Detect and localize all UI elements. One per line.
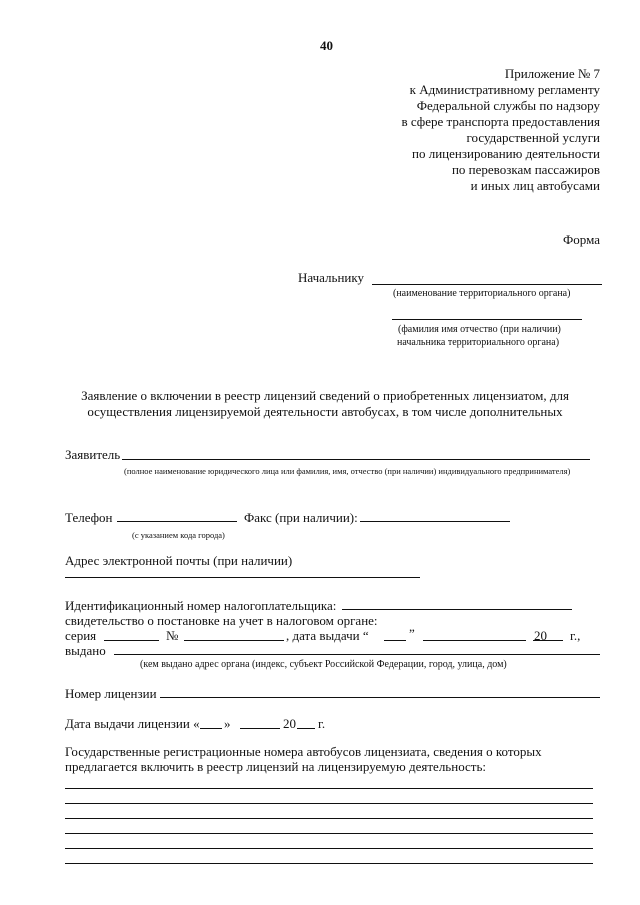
inn-label: Идентификационный номер налогоплательщика: (65, 598, 337, 613)
form-label: Форма (563, 232, 600, 247)
license-month-field[interactable] (240, 728, 280, 729)
year-suffix: г., (570, 628, 581, 643)
quote-close: ” (409, 626, 415, 641)
bus-numbers-line[interactable] (65, 803, 593, 804)
addressee-organ-hint: (наименование территориального органа) (393, 288, 571, 299)
appendix-line: по лицензированию деятельности (412, 146, 600, 161)
appendix-block (401, 66, 600, 194)
buses-text-line: Государственные регистрационные номера автобусов лицензиата, сведения о которых (65, 744, 542, 759)
fax-label: Факс (при наличии): (244, 510, 358, 525)
applicant-field[interactable] (122, 459, 590, 460)
issued-by-hint: (кем выдано адрес органа (индекс, субъект Российской Федерации, город, улица, дом) (140, 659, 507, 670)
series-field[interactable] (104, 640, 159, 641)
series-label: серия (65, 628, 97, 643)
issued-by-label: выдано (65, 643, 106, 658)
issue-year-field[interactable] (533, 640, 563, 641)
bus-numbers-line[interactable] (65, 848, 593, 849)
appendix-line: Федеральной службы по надзору (416, 98, 600, 113)
license-year-prefix: 20 (283, 716, 296, 731)
title-line: осуществления лицензируемой деятельности автобусах, в том числе дополнительных (87, 404, 563, 419)
document-title (40, 388, 610, 420)
bus-numbers-line[interactable] (65, 788, 593, 789)
appendix-line: Приложение № 7 (504, 66, 600, 81)
addressee-name-hint: (фамилия имя отчество (при наличии) (398, 324, 561, 335)
fax-field[interactable] (360, 521, 510, 522)
applicant-label: Заявитель (65, 447, 121, 462)
appendix-line: в сфере транспорта предоставления (401, 114, 600, 129)
addressee-label: Начальнику (298, 270, 365, 285)
inn-field[interactable] (342, 609, 572, 610)
license-date-mid: » (224, 716, 231, 731)
applicant-hint: (полное наименование юридического лица или фамилия, имя, отчество (при наличии) индивидуального предпринимателя) (124, 466, 571, 476)
license-year-suffix: г. (318, 716, 326, 731)
issued-by-field[interactable] (114, 654, 600, 655)
phone-field[interactable] (117, 521, 237, 522)
appendix-line: к Административному регламенту (409, 82, 600, 97)
bus-numbers-line[interactable] (65, 818, 593, 819)
issue-date-label: , дата выдачи “ (286, 628, 369, 643)
phone-label: Телефон (65, 510, 113, 525)
license-number-label: Номер лицензии (65, 686, 157, 701)
bus-numbers-line[interactable] (65, 833, 593, 834)
page-number: 40 (320, 38, 333, 53)
email-label: Адрес электронной почты (при наличии) (65, 553, 293, 568)
appendix-line: государственной услуги (466, 130, 600, 145)
number-label: № (166, 628, 179, 643)
year-prefix: 20 (534, 628, 547, 643)
license-year-field[interactable] (297, 728, 315, 729)
appendix-line: по перевозкам пассажиров (451, 162, 600, 177)
email-field[interactable] (65, 577, 420, 578)
title-line: Заявление о включении в реестр лицензий сведений о приобретенных лицензиатом, для (81, 388, 569, 403)
addressee-name-line[interactable] (392, 319, 582, 320)
issue-day-field[interactable] (384, 640, 406, 641)
license-day-field[interactable] (200, 728, 222, 729)
cert-number-field[interactable] (184, 640, 284, 641)
license-number-field[interactable] (160, 697, 600, 698)
appendix-line: и иных лиц автобусами (470, 178, 600, 193)
tax-cert-label: свидетельство о постановке на учет в налоговом органе: (65, 613, 378, 628)
addressee-name-hint: начальника территориального органа) (397, 337, 560, 348)
phone-hint: (с указанием кода города) (132, 530, 225, 540)
addressee-organ-line[interactable] (372, 284, 602, 285)
license-date-label: Дата выдачи лицензии « (65, 716, 200, 731)
issue-month-field[interactable] (423, 640, 526, 641)
bus-numbers-line[interactable] (65, 863, 593, 864)
buses-text-line: предлагается включить в реестр лицензий на лицензируемую деятельность: (65, 759, 487, 774)
